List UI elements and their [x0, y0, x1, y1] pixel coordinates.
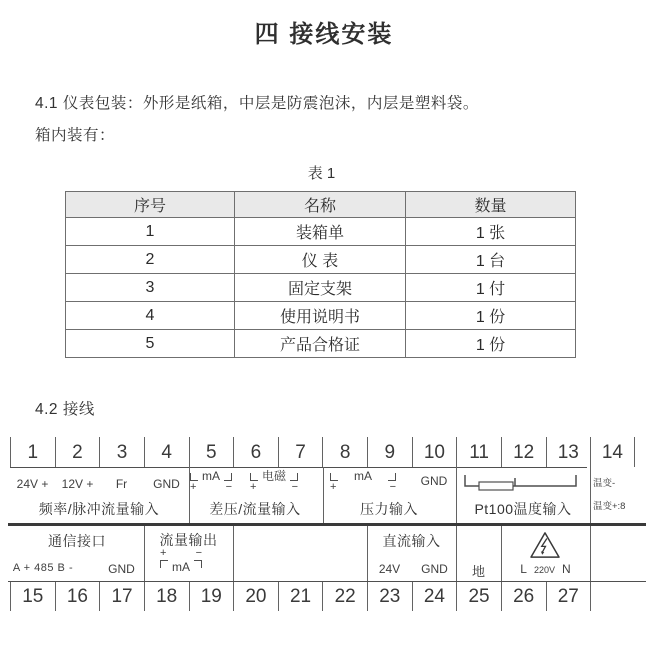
- terminal-17: 17: [99, 582, 144, 611]
- mains-l-label: L: [520, 562, 527, 576]
- signal-dc-gnd: GND: [421, 562, 448, 576]
- table-row: [66, 302, 576, 330]
- terminal-9: 9: [367, 437, 412, 467]
- terminal-14: 14: [590, 437, 635, 467]
- table-caption: 表 1: [307, 165, 336, 182]
- high-voltage-icon: [529, 531, 561, 559]
- minus-sign: −: [195, 547, 202, 559]
- terminal-empty: [590, 582, 635, 611]
- table-cell: 2: [66, 246, 235, 274]
- plus-sign: +: [250, 481, 257, 493]
- table-header-row: [66, 192, 576, 218]
- signal-24v: 24V +: [16, 477, 49, 491]
- signal-rs485: A + 485 B -: [12, 562, 74, 574]
- terminal-7: 7: [278, 437, 323, 467]
- packing-list-table: [65, 191, 576, 358]
- electromagnetic-input-symbol: [250, 471, 298, 492]
- terminal-25: 25: [456, 582, 501, 611]
- terminal-26: 26: [501, 582, 546, 611]
- table-cell: 1 份: [406, 330, 576, 358]
- minus-sign: −: [225, 481, 232, 493]
- middle-thick-divider: [8, 523, 646, 526]
- mains-voltage-label: 220V: [533, 565, 556, 575]
- terminal-3: 3: [99, 437, 144, 467]
- pt100-rtd-symbol: [463, 473, 578, 492]
- terminal-13: 13: [546, 437, 591, 467]
- table-cell: 固定支架: [235, 274, 406, 302]
- signal-gnd: GND: [153, 477, 180, 491]
- signal-comm-gnd: GND: [108, 562, 135, 576]
- group-flow-output: 流量输出: [159, 532, 218, 548]
- terminal-12: 12: [501, 437, 546, 467]
- table-cell: 产品合格证: [235, 330, 406, 358]
- terminal-10: 10: [412, 437, 457, 467]
- terminal-19: 19: [189, 582, 234, 611]
- electromagnetic-label: 电磁: [262, 469, 287, 483]
- table-cell: 使用说明书: [235, 302, 406, 330]
- mains-labels: [501, 562, 590, 576]
- group-freq-pulse-input: 频率/脉冲流量输入: [38, 501, 160, 517]
- terminal-6: 6: [233, 437, 278, 467]
- terminal-1: 1: [10, 437, 55, 467]
- group-pressure-input: 压力输入: [360, 501, 418, 517]
- table-header-cell: 数量: [406, 192, 576, 218]
- bracket-corner: [194, 560, 202, 568]
- table-header-cell: 序号: [66, 192, 235, 218]
- minus-sign: −: [291, 481, 299, 493]
- bracket-corner: [330, 473, 338, 481]
- bottom-terminal-row: [10, 582, 635, 611]
- table-cell: 1 张: [406, 218, 576, 246]
- signal-dc-24v: 24V: [378, 562, 401, 576]
- ma-input-symbol: [190, 471, 232, 492]
- table-header-cell: 名称: [235, 192, 406, 218]
- tempvar-plus-label: 温变+:8: [593, 501, 626, 512]
- plus-sign: +: [160, 547, 167, 559]
- bracket-corner: [160, 560, 168, 568]
- terminal-27: 27: [546, 582, 591, 611]
- table-cell: 5: [66, 330, 235, 358]
- terminal-16: 16: [55, 582, 100, 611]
- paragraph-packing: 4.1 仪表包装：外形是纸箱，中层是防震泡沫，内层是塑料袋。: [35, 95, 479, 112]
- table-cell: 1 份: [406, 302, 576, 330]
- group-divider: [590, 526, 591, 581]
- terminal-2: 2: [55, 437, 100, 467]
- table-cell: 1 付: [406, 274, 576, 302]
- bracket-corner: [224, 473, 232, 481]
- table-body: [66, 218, 576, 358]
- minus-sign: −: [389, 481, 396, 493]
- top-terminal-row: [10, 437, 635, 467]
- table-row: [66, 246, 576, 274]
- paragraph-box-contents: 箱内装有：: [35, 127, 116, 144]
- plus-sign: +: [190, 481, 197, 493]
- terminal-15: 15: [10, 582, 55, 611]
- table-row: [66, 274, 576, 302]
- table-cell: 3: [66, 274, 235, 302]
- pressure-ma-symbol: [330, 471, 396, 492]
- plus-sign: +: [330, 481, 337, 493]
- signal-pressure-gnd: GND: [420, 474, 448, 488]
- ma-label: mA: [354, 469, 372, 483]
- bracket-corner: [388, 473, 396, 481]
- earth-terminal-label: 地: [471, 564, 485, 579]
- table-row: [66, 218, 576, 246]
- table-cell: 4: [66, 302, 235, 330]
- group-dp-flow-input: 差压/流量输入: [209, 501, 301, 517]
- signal-fr: Fr: [115, 477, 128, 491]
- mains-n-label: N: [562, 562, 571, 576]
- ma-output-symbol: [160, 549, 202, 572]
- tempvar-minus-label: 温变-: [593, 478, 616, 489]
- ma-label: mA: [202, 469, 220, 483]
- terminal-5: 5: [189, 437, 234, 467]
- group-pt100-temp-input: Pt100温度输入: [474, 501, 572, 517]
- table-cell: 装箱单: [235, 218, 406, 246]
- terminal-22: 22: [322, 582, 367, 611]
- group-comm-interface: 通信接口: [48, 533, 106, 549]
- group-divider: [590, 467, 591, 523]
- terminal-21: 21: [278, 582, 323, 611]
- group-divider: [233, 526, 234, 581]
- ma-label: mA: [172, 560, 190, 574]
- group-dc-input: 直流输入: [382, 533, 441, 549]
- bracket-corner: [250, 473, 258, 481]
- terminal-8: 8: [322, 437, 367, 467]
- terminal-4: 4: [144, 437, 189, 467]
- terminal-23: 23: [367, 582, 412, 611]
- signal-12v: 12V +: [61, 477, 94, 491]
- divider-under-top-numbers: [10, 467, 587, 468]
- table-cell: 1: [66, 218, 235, 246]
- terminal-24: 24: [412, 582, 457, 611]
- table-row: [66, 330, 576, 358]
- table-cell: 仪 表: [235, 246, 406, 274]
- terminal-18: 18: [144, 582, 189, 611]
- section-wiring-heading: 4.2 接线: [35, 401, 95, 418]
- terminal-11: 11: [456, 437, 501, 467]
- bracket-corner: [290, 473, 298, 481]
- bracket-corner: [190, 473, 198, 481]
- table-cell: 1 台: [406, 246, 576, 274]
- page-title: 四 接线安装: [254, 21, 394, 48]
- terminal-20: 20: [233, 582, 278, 611]
